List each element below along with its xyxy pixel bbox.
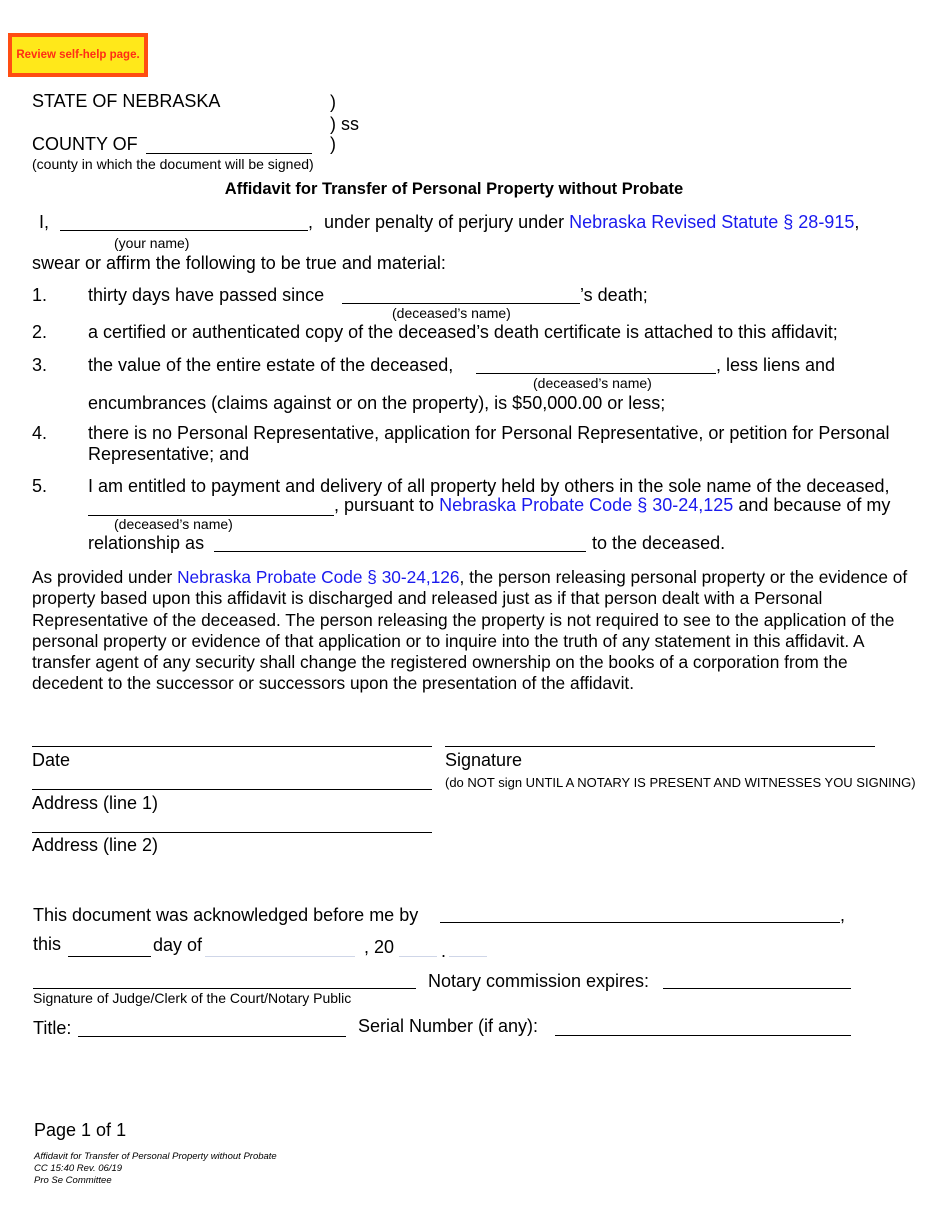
venue-paren-3: )	[330, 134, 336, 154]
your-name-note: (your name)	[114, 235, 190, 251]
item-5-number: 5.	[32, 476, 48, 496]
year-prefix: , 20	[364, 937, 395, 957]
notice-paragraph	[32, 567, 912, 695]
state-label: STATE OF NEBRASKA	[32, 91, 221, 111]
notary-signature-field[interactable]	[33, 988, 416, 989]
footer-form-title: Affidavit for Transfer of Personal Property without Probate	[34, 1151, 277, 1162]
your-name-field[interactable]	[60, 230, 308, 231]
signature-label: Signature	[445, 750, 523, 770]
item-5-to-deceased: to the deceased.	[592, 533, 726, 553]
page-number: Page 1 of 1	[34, 1120, 127, 1140]
month-field[interactable]	[205, 956, 355, 957]
serial-number-label: Serial Number (if any):	[358, 1016, 539, 1036]
venue-paren-1: )	[330, 92, 336, 112]
probate-code-30-24-126-link[interactable]: Nebraska Probate Code § 30-24,126	[177, 567, 460, 587]
title-label: Title:	[33, 1018, 72, 1038]
item-3-liens: , less liens and	[716, 355, 836, 375]
item-2-text: a certified or authenticated copy of the deceased’s death certificate is attached to this affidavit;	[88, 322, 838, 342]
deceased-name-field-1[interactable]	[342, 303, 580, 304]
commission-expires-field[interactable]	[663, 988, 851, 989]
county-note: (county in which the document will be signed)	[32, 156, 314, 172]
deceased-name-field-3[interactable]	[476, 373, 716, 374]
serial-number-field[interactable]	[555, 1035, 851, 1036]
under-penalty-text: under penalty of perjury under	[324, 212, 565, 232]
oath-under-penalty	[324, 212, 859, 233]
notice-lead: As provided under	[32, 567, 173, 587]
title-field[interactable]	[78, 1036, 346, 1037]
item-1-text: thirty days have passed since	[88, 285, 325, 305]
item-1-death: ’s death;	[580, 285, 648, 305]
address-line-1-label: Address (line 1)	[32, 793, 159, 813]
day-of-label: day of	[153, 935, 203, 955]
notary-signature-label: Signature of Judge/Clerk of the Court/Notary Public	[33, 990, 352, 1006]
address-line-2-label: Address (line 2)	[32, 835, 159, 855]
signature-field[interactable]	[445, 746, 875, 747]
item-4-text-line1: there is no Personal Representative, application for Personal Representative, or petition for Personal	[88, 423, 890, 443]
review-self-help-button[interactable]	[8, 33, 148, 77]
date-period: .	[441, 941, 447, 961]
deceased-name-note-5: (deceased’s name)	[114, 516, 233, 532]
item-5-text-line1: I am entitled to payment and delivery of all property held by others in the sole name of the deceased,	[88, 476, 890, 496]
oath-comma: ,	[308, 212, 314, 232]
swear-text: swear or affirm the following to be true and material:	[32, 253, 446, 273]
signature-note: (do NOT sign UNTIL A NOTARY IS PRESENT AND WITNESSES YOU SIGNING)	[445, 775, 916, 790]
deceased-name-note-1: (deceased’s name)	[392, 305, 511, 321]
day-field[interactable]	[68, 956, 151, 957]
item-3-number: 3.	[32, 355, 48, 375]
footer-committee: Pro Se Committee	[34, 1175, 112, 1186]
item-5-because-text: and because of my	[738, 495, 891, 515]
commission-expires-label: Notary commission expires:	[428, 971, 650, 991]
date-field[interactable]	[32, 746, 432, 747]
oath-trail-comma: ,	[854, 212, 860, 232]
date-label: Date	[32, 750, 71, 770]
ack-text: This document was acknowledged before me by	[33, 905, 419, 925]
statute-28-915-link[interactable]: Nebraska Revised Statute § 28-915	[569, 212, 855, 232]
item-2-number: 2.	[32, 322, 48, 342]
deceased-name-note-3: (deceased’s name)	[533, 375, 652, 391]
county-field[interactable]	[146, 153, 312, 154]
item-3-text: the value of the entire estate of the deceased,	[88, 355, 454, 375]
item-5-pursuant	[334, 495, 890, 516]
page-title: Affidavit for Transfer of Personal Property without Probate	[224, 180, 684, 198]
ack-comma: ,	[840, 905, 846, 925]
item-4-number: 4.	[32, 423, 48, 443]
review-self-help-label: Review self-help page.	[16, 49, 140, 61]
item-3-encumbrances: encumbrances (claims against or on the property), is $50,000.00 or less;	[88, 393, 666, 413]
oath-i: I,	[39, 212, 50, 232]
footer-form-code: CC 15:40 Rev. 06/19	[34, 1163, 123, 1174]
ack-name-field[interactable]	[440, 922, 840, 923]
notice-body: , the person releasing personal property or the evidence of property based upon this affidavit is discharged and released just as if that person dealt with a Personal Representative of the deceased. The person releasing the property is not required to see to the application of the personal property or evidence of that application or to inquire into the truth of any statement in this affidavit. A transfer agent of any security shall change the registered ownership on the books of a corporation from the decedent to the successor or successors upon the presentation of the affidavit.	[32, 567, 908, 694]
venue-ss: ) ss	[330, 114, 359, 134]
address-line-1-field[interactable]	[32, 789, 432, 790]
county-label: COUNTY OF	[32, 134, 138, 154]
year-field[interactable]	[399, 956, 437, 957]
address-line-2-field[interactable]	[32, 832, 432, 833]
relationship-field[interactable]	[214, 551, 586, 552]
item-5-pursuant-text: , pursuant to	[334, 495, 435, 515]
this-label: this	[33, 934, 62, 954]
item-5-relationship-label: relationship as	[88, 533, 205, 553]
probate-code-30-24-125-link[interactable]: Nebraska Probate Code § 30-24,125	[439, 495, 734, 515]
year-extra-field[interactable]	[449, 956, 487, 957]
item-4-text-line2: Representative; and	[88, 444, 250, 464]
item-1-number: 1.	[32, 285, 48, 305]
